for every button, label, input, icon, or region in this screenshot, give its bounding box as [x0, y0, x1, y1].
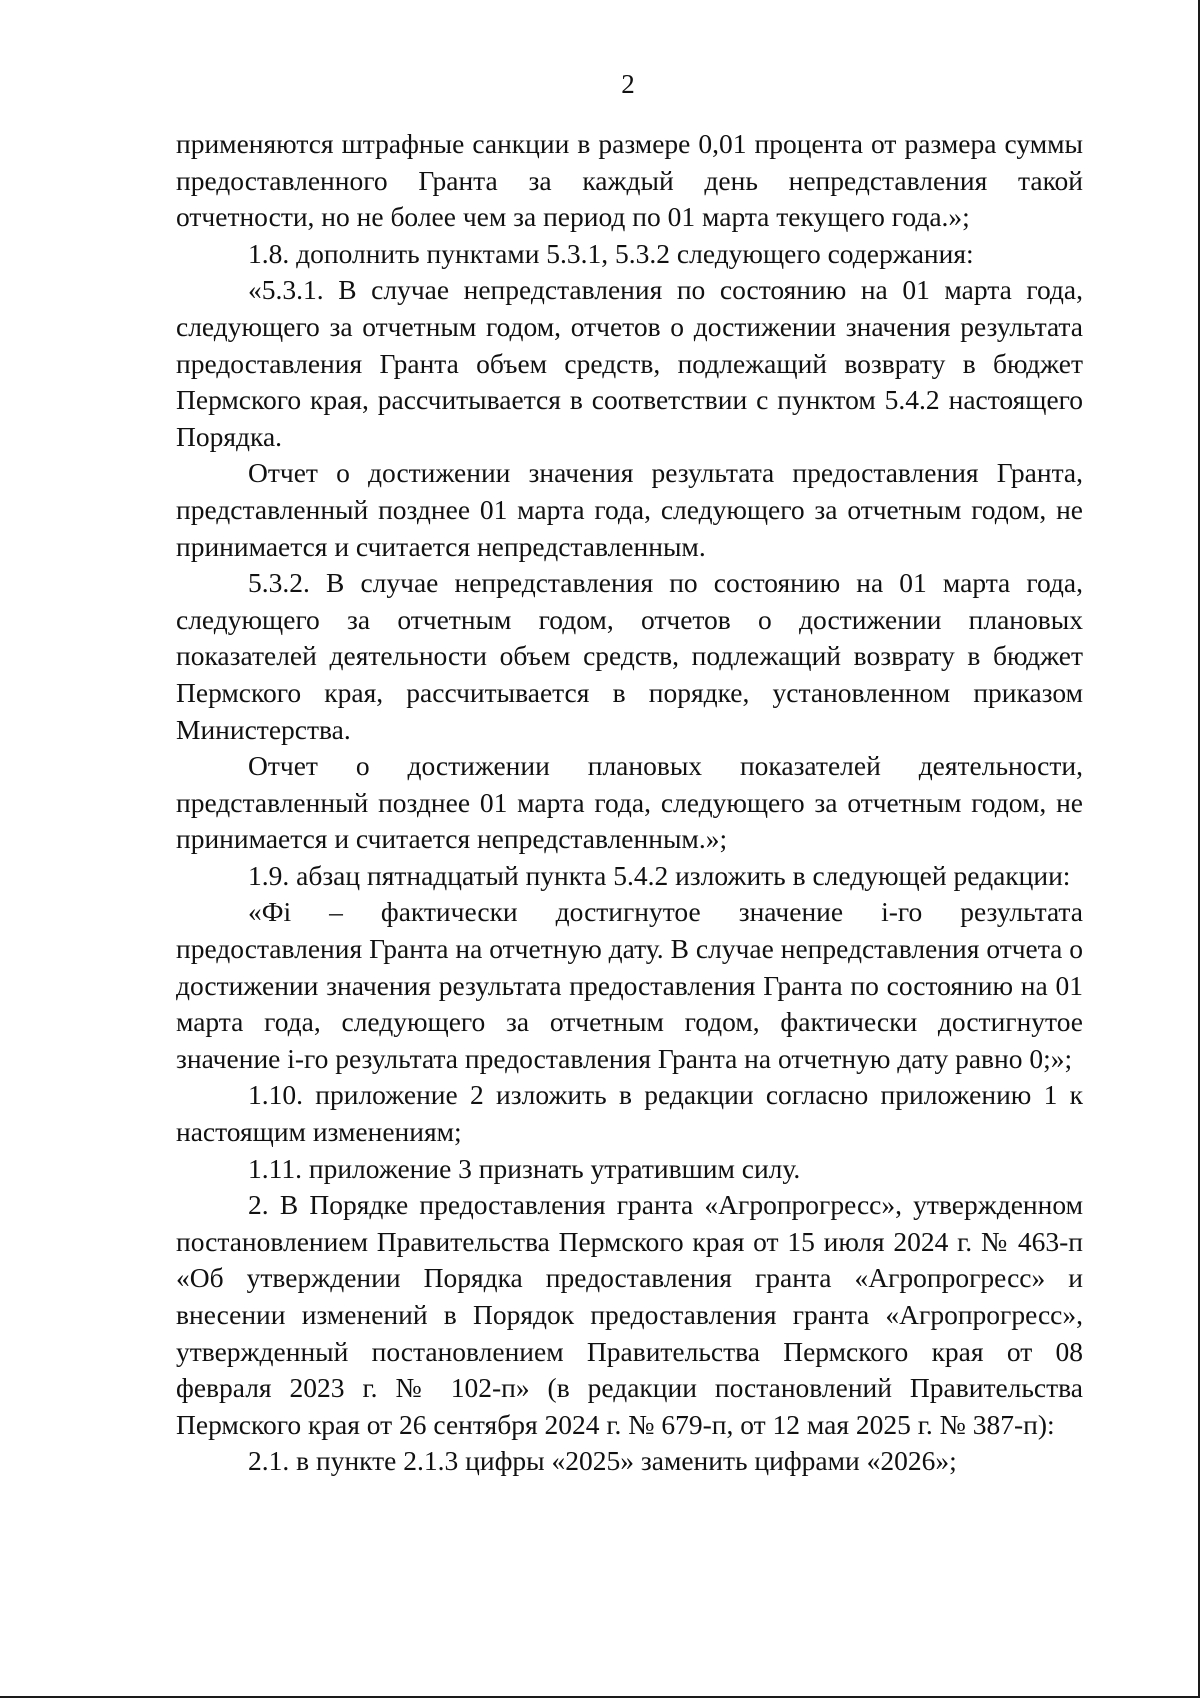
- paragraph-formula-fi: «Фi – фактически достигнутое значение i-го результата предоставления Гранта на отчетную дату. В случае непредставления отчета о достижении значения результата предоставления Гранта по состоянию на 01 марта года, следующего за отчетным годом, фактически достигнутое значение i-го результата предоставления Гранта на отчетную дату равно 0;»;: [176, 896, 1083, 1074]
- document-body: [176, 126, 1083, 1480]
- paragraph-report-indicators: Отчет о достижении плановых показателей деятельности, представленный позднее 01 марта года, следующего за отчетным годом, не принимается и считается непредставленным.»;: [176, 750, 1083, 855]
- paragraph-item-2-1: 2.1. в пункте 2.1.3 цифры «2025» заменить цифрами «2026»;: [248, 1445, 957, 1477]
- paragraph-item-1-11: 1.11. приложение 3 признать утратившим силу.: [248, 1152, 801, 1184]
- paragraph-item-5-3-2: 5.3.2. В случае непредставления по состоянию на 01 марта года, следующего за отчетным годом, отчетов о достижении плановых показателей деятельности объем средств, подлежащий возврату в бюджет Пермского края, рассчитывается в порядке, установленном приказом Министерства.: [176, 567, 1083, 745]
- paragraph-item-1-10: 1.10. приложение 2 изложить в редакции согласно приложению 1 к настоящим изменениям;: [176, 1079, 1083, 1148]
- paragraph-continuation: применяются штрафные санкции в размере 0,01 процента от размера суммы предоставленного Гранта за каждый день непредставления такой отчетности, но не более чем за период по 01 марта текущего года.»;: [176, 128, 1083, 233]
- paragraph-item-5-3-1: «5.3.1. В случае непредставления по состоянию на 01 марта года, следующего за отчетным годом, отчетов о достижении значения результата предоставления Гранта объем средств, подлежащий возврату в бюджет Пермского края, рассчитывается в соответствии с пунктом 5.4.2 настоящего Порядка.: [176, 274, 1083, 452]
- paragraph-item-1-8: 1.8. дополнить пунктами 5.3.1, 5.3.2 следующего содержания:: [248, 237, 974, 269]
- paragraph-item-1-9: 1.9. абзац пятнадцатый пункта 5.4.2 изложить в следующей редакции:: [248, 859, 1071, 891]
- paragraph-item-2: 2. В Порядке предоставления гранта «Агропрогресс», утвержденном постановлением Правительства Пермского края от 15 июля 2024 г. № 463-п «Об утверждении Порядка предоставления гранта «Агропрогресс» и внесении изменений в Порядок предоставления гранта «Агропрогресс», утвержденный постановлением Правительства Пермского края от 08 февраля 2023 г. № 102-п» (в редакции постановлений Правительства Пермского края от 26 сентября 2024 г. № 679-п, от 12 мая 2025 г. № 387-п):: [176, 1189, 1083, 1440]
- paragraph-report-result: Отчет о достижении значения результата предоставления Гранта, представленный позднее 01 марта года, следующего за отчетным годом, не принимается и считается непредставленным.: [176, 457, 1083, 562]
- page-number: 2: [621, 69, 635, 99]
